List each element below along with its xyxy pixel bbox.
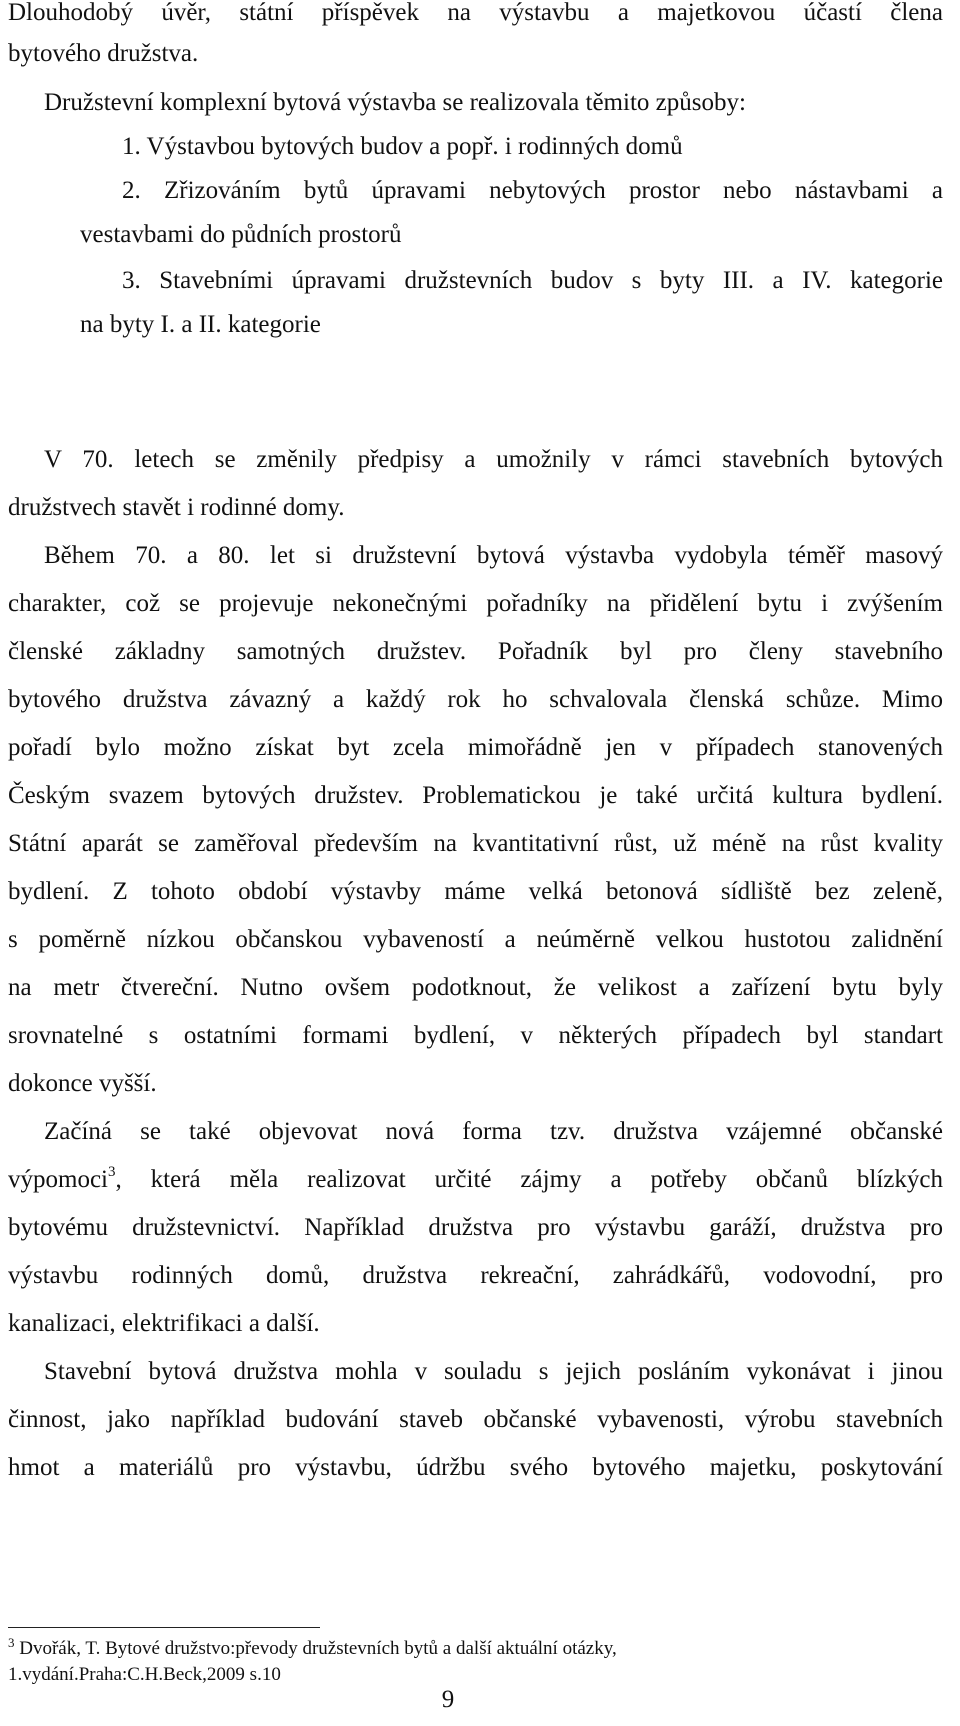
text-fragment: výpomoci (8, 1166, 108, 1193)
text-line: kanalizaci, elektrifikaci a další. (8, 1310, 320, 1337)
footnote-line: 1.vydání.Praha:C.H.Beck,2009 s.10 (8, 1664, 281, 1685)
text-line: bytovému družstevnictví. Například družstva pro výstavbu garáží, družstva pro (8, 1214, 943, 1241)
text-line: družstvech stavět i rodinné domy. (8, 494, 345, 521)
text-line: Během 70. a 80. let si družstevní bytová výstavba vydobyla téměř masový (44, 542, 943, 569)
text-line: Státní aparát se zaměřoval především na kvantitativní růst, už méně na růst kvality (8, 830, 943, 857)
list-item: 3. Stavebními úpravami družstevních budov s byty III. a IV. kategorie (122, 267, 943, 294)
text-line: Začíná se také objevovat nová forma tzv. družstva vzájemné občanské (44, 1118, 943, 1145)
text-line: Dlouhodobý úvěr, státní příspěvek na výstavbu a majetkovou účastí člena (8, 0, 943, 26)
text-line: dokonce vyšší. (8, 1070, 157, 1097)
text-fragment: , která měla realizovat určité zájmy a potřeby občanů blízkých (115, 1166, 943, 1193)
text-line: s poměrně nízkou občanskou vybaveností a neúměrně velkou hustotou zalidnění (8, 926, 943, 953)
list-item-continuation: na byty I. a II. kategorie (80, 311, 321, 338)
footnote-marker: 3 (8, 1635, 15, 1650)
footnote-separator (8, 1627, 320, 1628)
text-line: srovnatelné s ostatními formami bydlení, v některých případech byl standart (8, 1022, 943, 1049)
text-line-with-footnote-ref (8, 1160, 943, 1200)
page-number: 9 (441, 1686, 455, 1713)
list-item-continuation: vestavbami do půdních prostorů (80, 221, 402, 248)
text-line: charakter, což se projevuje nekonečnými pořadníky na přidělení bytu i zvýšením (8, 590, 943, 617)
text-line: Družstevní komplexní bytová výstavba se realizovala těmito způsoby: (44, 89, 746, 116)
footnote-reference[interactable]: 3 (108, 1164, 116, 1180)
footnote-text: Dvořák, T. Bytové družstvo:převody družstevních bytů a další aktuální otázky, (14, 1638, 617, 1659)
text-line: Stavební bytová družstva mohla v souladu s jejich posláním vykonávat i jinou (44, 1358, 943, 1385)
text-line: bytového družstva. (8, 40, 199, 67)
text-line: V 70. letech se změnily předpisy a umožnily v rámci stavebních bytových (44, 446, 943, 473)
text-line: na metr čtvereční. Nutno ovšem podotknout, že velikost a zařízení bytu byly (8, 974, 943, 1001)
text-line: hmot a materiálů pro výstavbu, údržbu svého bytového majetku, poskytování (8, 1454, 943, 1481)
text-line: členské základny samotných družstev. Pořadník byl pro členy stavebního (8, 638, 943, 665)
list-item: 2. Zřizováním bytů úpravami nebytových prostor nebo nástavbami a (122, 177, 943, 204)
footnote-line (8, 1636, 617, 1662)
text-line: pořadí bylo možno získat byt zcela mimořádně jen v případech stanovených (8, 734, 943, 761)
text-line: bydlení. Z tohoto období výstavby máme velká betonová sídliště bez zeleně, (8, 878, 943, 905)
text-line: činnost, jako například budování staveb občanské vybavenosti, výrobu stavebních (8, 1406, 943, 1433)
text-line: Českým svazem bytových družstev. Problematickou je také určitá kultura bydlení. (8, 782, 943, 809)
text-line: výstavbu rodinných domů, družstva rekreační, zahrádkářů, vodovodní, pro (8, 1262, 943, 1289)
list-item: 1. Výstavbou bytových budov a popř. i rodinných domů (122, 133, 683, 160)
text-line: bytového družstva závazný a každý rok ho schvalovala členská schůze. Mimo (8, 686, 943, 713)
